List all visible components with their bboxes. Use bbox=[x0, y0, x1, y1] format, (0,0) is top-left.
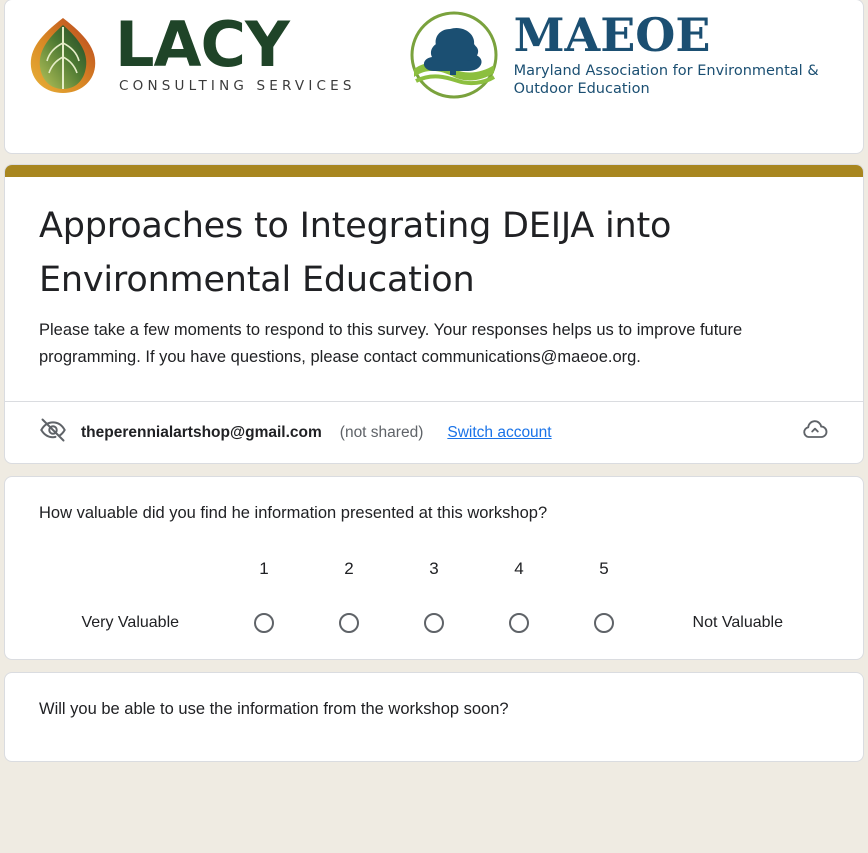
scale-column-2 bbox=[307, 559, 392, 633]
form-accent-stripe bbox=[5, 165, 863, 177]
scale-radio-2[interactable] bbox=[339, 613, 359, 633]
scale-number-4: 4 bbox=[514, 559, 524, 578]
account-row bbox=[5, 401, 863, 463]
scale-right-label: Not Valuable bbox=[692, 614, 783, 631]
maeoe-tagline-line2: Outdoor Education bbox=[513, 81, 650, 97]
lacy-wordmark bbox=[115, 7, 356, 94]
form-description: Please take a few moments to respond to this survey. Your responses helps us to improve future programming. If you have questions, please contact communications@maeoe.org. bbox=[39, 321, 743, 366]
question-card-1 bbox=[4, 476, 864, 660]
scale-radio-4[interactable] bbox=[509, 613, 529, 633]
account-not-shared-note: (not shared) bbox=[339, 423, 424, 441]
scale-number-2: 2 bbox=[344, 559, 354, 578]
banner-logos bbox=[5, 0, 863, 110]
lacy-name: LACY bbox=[115, 7, 289, 81]
maeoe-logo bbox=[406, 8, 819, 99]
page-title: Approaches to Integrating DEIJA into Environmental Education bbox=[39, 206, 672, 300]
scale-number-1: 1 bbox=[259, 559, 269, 578]
lacy-tagline: CONSULTING SERVICES bbox=[119, 77, 356, 94]
scale-number-3: 3 bbox=[429, 559, 439, 578]
form-title-card bbox=[4, 164, 864, 464]
scale-radio-1[interactable] bbox=[254, 613, 274, 633]
account-email: theperennialartshop@gmail.com bbox=[81, 423, 322, 441]
question-1-scale bbox=[39, 559, 829, 633]
scale-radio-5[interactable] bbox=[594, 613, 614, 633]
scale-column-3 bbox=[392, 559, 477, 633]
scale-radio-3[interactable] bbox=[424, 613, 444, 633]
form-banner-card bbox=[4, 0, 864, 154]
switch-account-link[interactable]: Switch account bbox=[447, 423, 552, 441]
scale-left-label: Very Valuable bbox=[81, 614, 180, 631]
question-card-2 bbox=[4, 672, 864, 762]
maeoe-wordmark bbox=[513, 8, 819, 98]
lacy-leaf-flame-icon bbox=[21, 15, 105, 95]
scale-columns bbox=[222, 559, 647, 633]
question-1-text: How valuable did you find he information presented at this workshop? bbox=[39, 504, 548, 522]
scale-column-5 bbox=[562, 559, 647, 633]
form-title-body bbox=[5, 177, 863, 401]
scale-column-4 bbox=[477, 559, 562, 633]
eye-off-icon bbox=[39, 416, 67, 449]
maeoe-tree-icon bbox=[406, 11, 502, 99]
question-2-text: Will you be able to use the information from the workshop soon? bbox=[39, 700, 509, 718]
maeoe-name: MAEOE bbox=[513, 8, 711, 62]
scale-number-5: 5 bbox=[599, 559, 609, 578]
scale-column-1 bbox=[222, 559, 307, 633]
lacy-logo bbox=[21, 7, 356, 95]
cloud-upload-icon[interactable] bbox=[801, 416, 829, 449]
maeoe-tagline-line1: Maryland Association for Environmental & bbox=[513, 63, 819, 79]
